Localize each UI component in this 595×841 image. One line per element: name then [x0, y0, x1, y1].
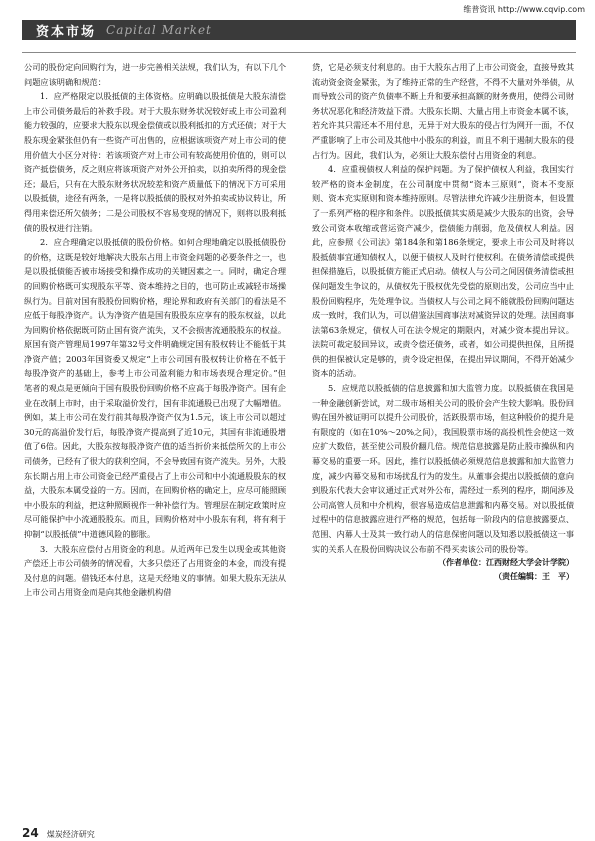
right-column [312, 60, 574, 584]
paragraph: 贷，它是必须支付利息的。由于大股东占用了上市公司资金，直接导致其流动资金资金紧张，为了维持正常的生产经营，不得不大量对外举债，从而导致公司的资产负债率不断上升和要承担高额的财务费用，使得公司财务状况恶化和经济效益下滑。大股东长期、大量占用上市资金本属不该，若允许其只需还本不用付息，无异于对大股东的侵占行为网开一面，不仅严重影响了上市公司及其他中小股东的利益，而且不利于遏制大股东的侵占行为。因此，我们认为，必须让大股东偿付占用资金的利息。 [312, 62, 575, 160]
paragraph: 5．应规范以股抵债的信息披露和加大监管力度。以股抵债在我国是一种金融创新尝试，对二级市场相关公司的股价会产生较大影响。股份回购在国外被证明可以提升公司股价，活跃股票市场，但这种股价的提升是有限度的（如在10%～20%之间），我国股票市场的高投机性会使这一效应扩大数倍，甚至使公司股价翻几倍。规范信息披露是防止股市操纵和内幕交易的重要一环。因此，推行以股抵债必须规范信息披露和加大监管力度，减少内幕交易和市场扰乱行为的发生。从董事会提出以股抵债的意向到股东代表大会审议通过正式对外公布，需经过一系列的程序，期间涉及公司高管人员和中介机构，很容易造成信息泄露和内幕交易。对以股抵债过程中的信息披露应进行严格的规范，包括每一阶段内的信息披露要点、范围、内幕人士及其一致行动人的信息保密问题以及知悉以股抵债这一事实的关系人在股份回购决议公布前不得买卖该公司的股份等。 [312, 383, 575, 554]
author-affiliation: （作者单位：江西财经大学会计学院） [438, 558, 574, 568]
left-column [24, 60, 286, 600]
paragraph: 2．应合理确定以股抵债的股份价格。如何合理地确定以股抵债股份的价格，这既是较好地解决大股东占用上市资金问题的必要条件之一，也是以股抵债能否被市场接受和操作成功的关键因素之一。同时，确定合理的回购价格既可实现股东平等、资本维持之目的，也可防止或减轻市场操纵行为。目前对国有股股份回购价格，理论界和政府有关部门的看法是不应低于每股净资产。认为净资产值是国有股股东应享有的股东权益，以此为回购价格依据既可防止国有资产流失，又不会损害流通股股东的权益。原国有资产管理局1997年第32号文件明确规定国有股权转让不能低于其净资产值；2003年国资委又规定“上市公司国有股权转让价格在不低于每股净资产的基础上，参考上市公司盈利能力和市场表现合理定价。”但笔者的观点是更倾向于国有股股份回购价格不应高于每股净资产。国有企业在改制上市时，由于采取溢价发行，国有非流通股已出现了大幅增值。例如，某上市公司在发行前其每股净资产仅为1.5元，该上市公司以超过30元的高溢价发行后，每股净资产提高到了近10元，其国有非流通股增值了6倍。因此，大股东按每股净资产值的适当折价来抵偿所欠的上市公司债务，已经有了很大的获利空间，不会导致国有资产流失。另外，大股东长期占用上市公司资金已经严重侵占了上市公司和中小流通股股东的权益，大股东本属受益的一方。因而，在回购价格的确定上，应尽可能照顾中小股东的利益，把这种照顾视作一种补偿行为。管理层在制定政策时应尽可能保护中小流通股股东。而且，回购价格对中小股东有利，将有利于抑制“以股抵债”中道德风险的膨胀。 [24, 237, 287, 539]
paragraph: 4．应重视债权人利益的保护问题。为了保护债权人利益，我国实行较严格的资本金制度，在公司制度中贯彻“资本三原则”，资本不变原则、资本充实原则和资本维持原则。尽管法律允许减少注册资本，但设置了一系列严格的程序和条件。以股抵债其实质是减少大股东的出资，会导致公司资本收缩或营运资产减少，偿债能力削弱，危及债权人利益。因此，应参照《公司法》第184条和第186条规定，要求上市公司及时将以股抵债事宜通知债权人，以便于债权人及时行使权利。在债务清偿或提供担保措施后，以股抵债方能正式启动。债权人与公司之间因债务清偿或担保问题发生争议的，从债权先于股权优先受偿的原则出发，公司应当中止股份回购程序，先处理争议。当债权人与公司之间不能就股份回购问题达成一致时，我们认为，可以借鉴法国商事法对减资异议的处理。法国商事法第63条规定，债权人可在法令规定的期限内，对减少资本提出异议。法院可裁定驳回异议，或责令偿还债务，或者，如公司提供担保，且所提供的担保被认定是够的，责令设定担保，在提出异议期间，不得开始减少资本的活动。 [312, 164, 575, 379]
journal-name: 煤炭经济研究 [46, 830, 95, 839]
page-footer [22, 822, 95, 841]
header-rule [22, 52, 576, 53]
watermark: 维普资讯 http://www.cqvip.com [463, 5, 585, 14]
paragraph: 公司的股份定向回购行为，进一步完善相关法规，我们认为，有以下几个问题应该明确和规范： [24, 62, 287, 87]
paragraph: 3．大股东应偿付占用资金的利息。从近两年已发生以现金或其他资产偿还上市公司债务的情况看，大多只偿还了占用资金的本金，而没有提及付息的问题。借钱还本付息，这是天经地义的事情。如果大股东无法从上市公司占用资金而是向其他金融机构借 [24, 543, 287, 598]
section-title: 资本市场 [36, 24, 97, 40]
page-number: 24 [22, 826, 39, 840]
section-header [22, 20, 576, 40]
paragraph: 1．应严格限定以股抵债的主体资格。应明确以股抵债是大股东清偿上市公司债务最后的补救手段。对于大股东财务状况较好或上市公司盈利能力较强的，应要求大股东以现金偿债或以股利抵扣的方式还债；对于大股东现金紧张但仍有一些资产可出售的，应根据该项资产对上市公司的使用价值大小区分对待：若该项资产对上市公司有较高使用价值的，则可以资产抵偿债务，反之则应将该项资产对外公开拍卖，以拍卖所得的现金偿还；最后，只有在大股东财务状况较差和资产质量低下的情况下方可采用以股抵债，途径有两条，一是将以股抵债的股权对外拍卖或协议转让，所得用来偿还所欠债务；二是公司股权不容易变现的情况下，则将以股利抵债的股权进行注销。 [24, 91, 287, 233]
section-title-english: Capital Market [106, 23, 212, 37]
editor-credit: （责任编辑：王 平） [494, 572, 574, 582]
